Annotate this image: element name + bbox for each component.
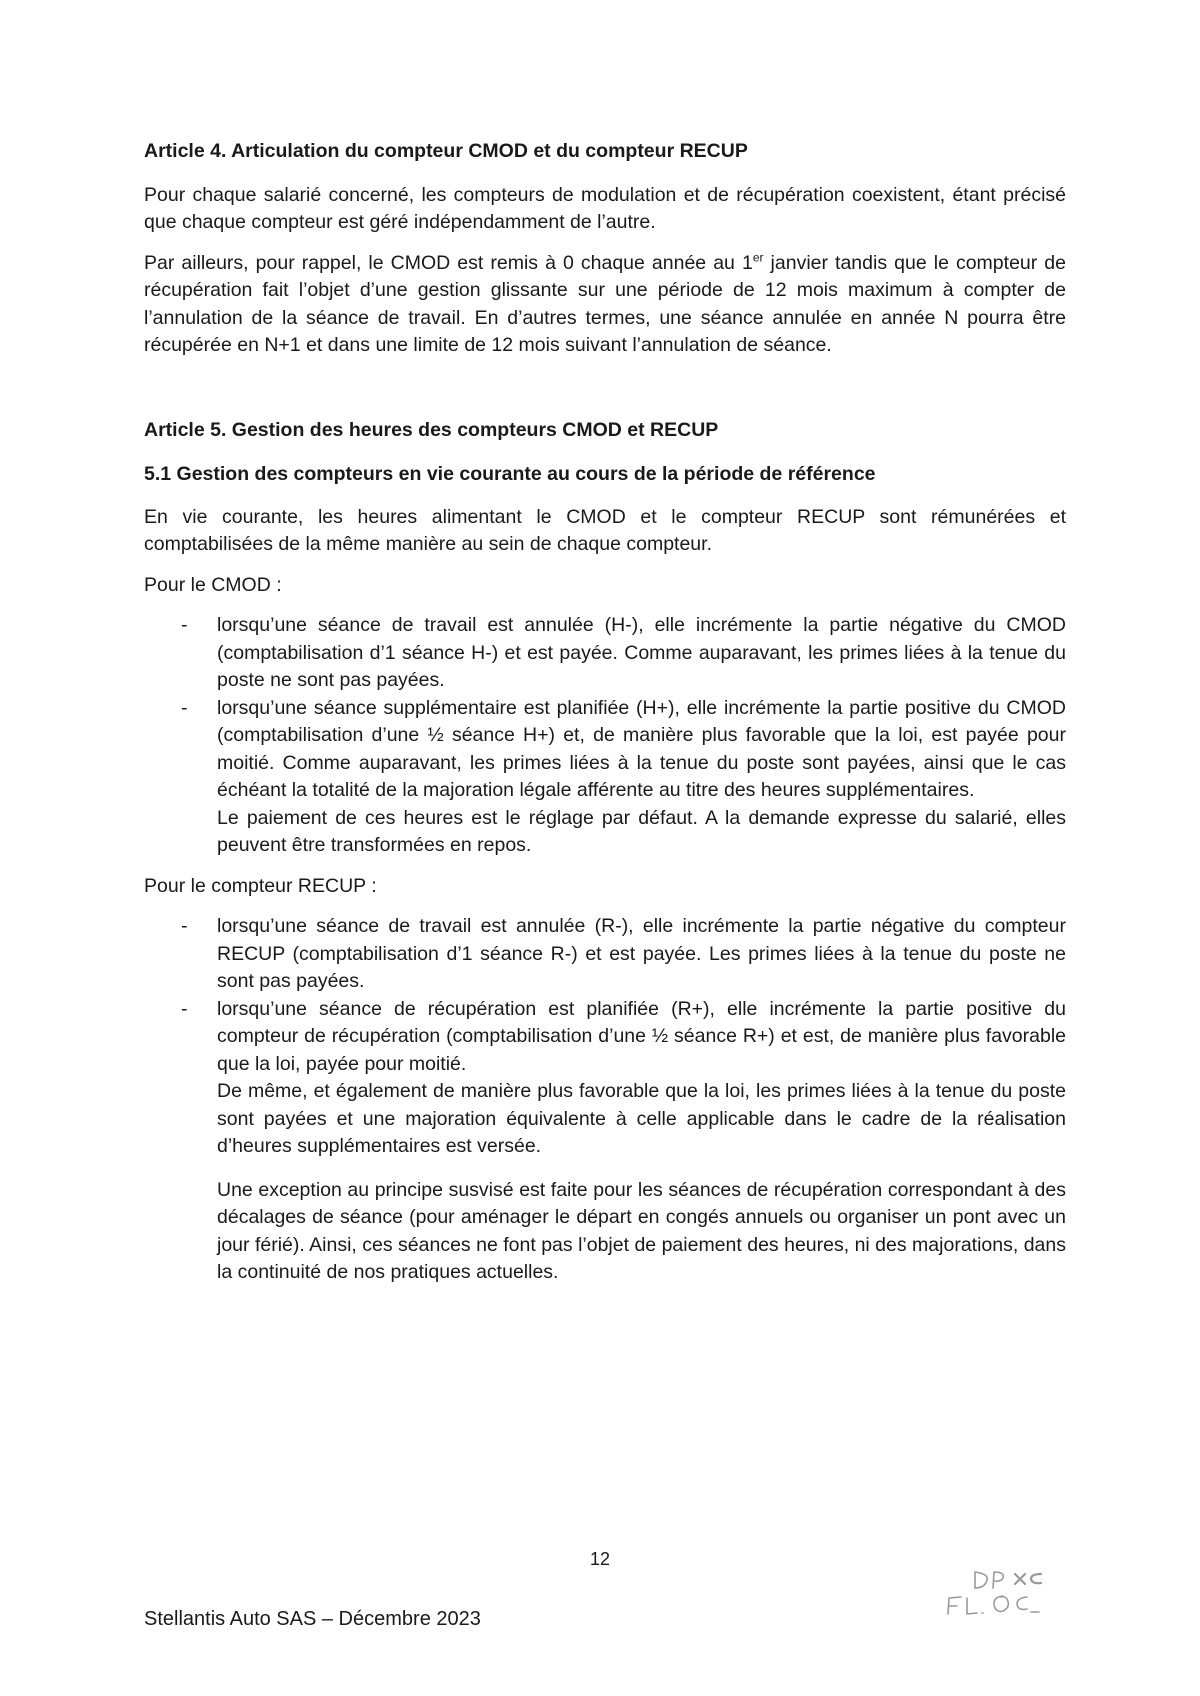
- list-item: [144, 695, 1066, 860]
- article-4-paragraph-2-start: Par ailleurs, pour rappel, le CMOD est remis à 0 chaque année au 1: [144, 251, 753, 274]
- dash-marker: -: [181, 696, 188, 719]
- recup-label: Pour le compteur RECUP :: [144, 874, 377, 897]
- exception-paragraph: Une exception au principe susvisé est faite pour les séances de récupération correspondant à des décalages de séance (pour aménager le départ en congés annuels ou organiser un pont avec un jour férié). Ainsi, ces séances ne font pas l’objet de paiement des heures, ni des majorations, dans la continuité de nos pratiques actuelles.: [217, 1178, 1066, 1283]
- list-item: [144, 996, 1066, 1161]
- cmod-label: Pour le CMOD :: [144, 573, 282, 596]
- initials-signature-icon: [945, 1566, 1085, 1626]
- list-item: [144, 913, 1066, 996]
- footer-company-date: Stellantis Auto SAS – Décembre 2023: [144, 1608, 481, 1630]
- list-item-text: lorsqu’une séance de travail est annulée (R-), elle incrémente la partie négative du compteur RECUP (comptabilisation d’1 séance R-) et est payée. Les primes liées à la tenue du poste ne sont pas payées.: [217, 915, 1066, 992]
- ordinal-superscript: er: [752, 250, 764, 264]
- page-number: 12: [589, 1549, 611, 1569]
- article-5-intro: En vie courante, les heures alimentant le CMOD et le compteur RECUP sont rémunérées et comptabilisées de la même manière au sein de chaque compteur.: [144, 505, 1066, 555]
- list-item-text: lorsqu’une séance de récupération est planifiée (R+), elle incrémente la partie positive du compteur de récupération (comptabilisation d’une ½ séance R+) et est, de manière plus favorable que la loi, payée pour moitié.: [217, 997, 1066, 1075]
- article-5-heading: Article 5. Gestion des heures des compteurs CMOD et RECUP: [144, 418, 719, 441]
- list-item-extra-text: Le paiement de ces heures est le réglage par défaut. A la demande expresse du salarié, elles peuvent être transformées en repos.: [217, 806, 1066, 856]
- dash-marker: -: [181, 614, 188, 636]
- recup-list: [144, 913, 1066, 1161]
- dash-marker: -: [181, 997, 188, 1020]
- list-item-text: lorsqu’une séance de travail est annulée (H-), elle incrémente la partie négative du CMOD (comptabilisation d’1 séance H-) et est payée. Comme auparavant, les primes liées à la tenue du poste ne sont pas payées.: [217, 614, 1066, 691]
- handwritten-initials: [945, 1566, 1085, 1631]
- list-item-extra-text: De même, et également de manière plus favorable que la loi, les primes liées à la tenue du poste sont payées et une majoration équivalente à celle applicable dans le cadre de la réalisation d’heures supplémentaires est versée.: [217, 1080, 1066, 1157]
- document-body: [144, 138, 1066, 1287]
- article-4-heading: Article 4. Articulation du compteur CMOD et du compteur RECUP: [144, 140, 748, 162]
- list-item-text: lorsqu’une séance supplémentaire est planifiée (H+), elle incrémente la partie positive du CMOD (comptabilisation d’une ½ séance H+) et, de manière plus favorable que la loi, est payée pour moitié. Comme auparavant, les primes liées à la tenue du poste sont payées, ainsi que le cas échéant la totalité de la majoration légale afférente au titre des heures supplémentaires.: [217, 696, 1066, 801]
- list-item: [144, 612, 1066, 695]
- dash-marker: -: [181, 915, 188, 937]
- cmod-list: [144, 612, 1066, 860]
- article-4-paragraph-2-end: janvier tandis que le compteur de récupération fait l’objet d’une gestion glissante sur une période de 12 mois maximum à compter de l’annulation de la séance de travail. En d’autres termes, une séance annulée en année N pourra être récupérée en N+1 et dans une limite de 12 mois suivant l’annulation de séance.: [144, 251, 1066, 356]
- article-4-paragraph-1: Pour chaque salarié concerné, les compteurs de modulation et de récupération coexistent, étant précisé que chaque compteur est géré indépendamment de l’autre.: [144, 183, 1066, 233]
- article-4-paragraph-2: [144, 250, 1066, 360]
- section-5-1-heading: 5.1 Gestion des compteurs en vie courante au cours de la période de référence: [144, 463, 876, 485]
